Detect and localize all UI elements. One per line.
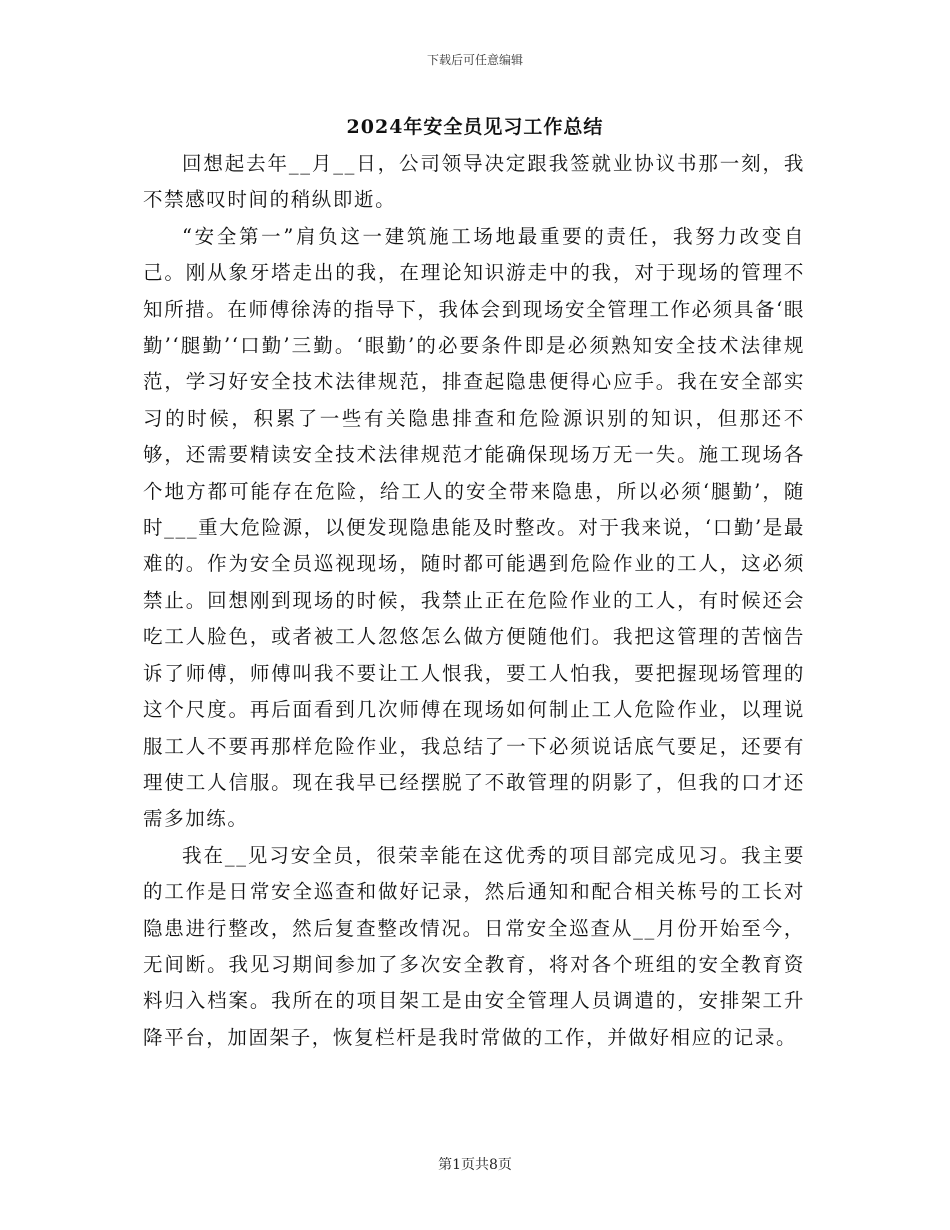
page-number: 第1页共8页 xyxy=(438,1157,512,1173)
document-title: 2024年安全员见习工作总结 xyxy=(346,116,604,138)
paragraph-internship-duties: 我在__见习安全员，很荣幸能在这优秀的项目部完成见习。我主要的工作是日常安全巡查和做好记录，然后通知和配合相关栋号的工长对隐患进行整改，然后复查整改情况。日常安全巡查从__月份开始至今，无间断。我见习期间参加了多次安全教育，将对各个班组的安全教育资料归入档案。我所在的项目架工是由安全管理人员调遣的，安排架工升降平台，加固架子，恢复栏杆是我时常做的工作，并做好相应的记录。 xyxy=(143,843,805,1049)
header-note: 下载后可任意编辑 xyxy=(426,53,523,67)
paragraph-intro: 回想起去年__月__日，公司领导决定跟我签就业协议书那一刻，我不禁感叹时间的稍纵即逝。 xyxy=(143,152,805,212)
paragraph-safety-first: “安全第一”肩负这一建筑施工场地最重要的责任，我努力改变自己。刚从象牙塔走出的我，在理论知识游走中的我，对于现场的管理不知所措。在师傅徐涛的指导下，我体会到现场安全管理工作必须具备‘眼勤’‘腿勤’‘口勤’三勤。‘眼勤’的必要条件即是必须熟知安全技术法律规范，学习好安全技术法律规范，排查起隐患便得心应手。我在安全部实习的时候，积累了一些有关隐患排查和危险源识别的知识，但那还不够，还需要精读安全技术法律规范才能确保现场万无一失。施工现场各个地方都可能存在危险，给工人的安全带来隐患，所以必须‘腿勤’，随时___重大危险源，以便发现隐患能及时整改。对于我来说，‘口勤’是最难的。作为安全员巡视现场，随时都可能遇到危险作业的工人，这必须禁止。回想刚到现场的时候，我禁止正在危险作业的工人，有时候还会吃工人脸色，或者被工人忽悠怎么做方便随他们。我把这管理的苦恼告诉了师傅，师傅叫我不要让工人恨我，要工人怕我，要把握现场管理的这个尺度。再后面看到几次师傅在现场如何制止工人危险作业，以理说服工人不要再那样危险作业，我总结了一下必须说话底气要足，还要有理使工人信服。现在我早已经摆脱了不敢管理的阴影了，但我的口才还需多加练。 xyxy=(143,224,805,831)
document-body xyxy=(143,146,805,1056)
